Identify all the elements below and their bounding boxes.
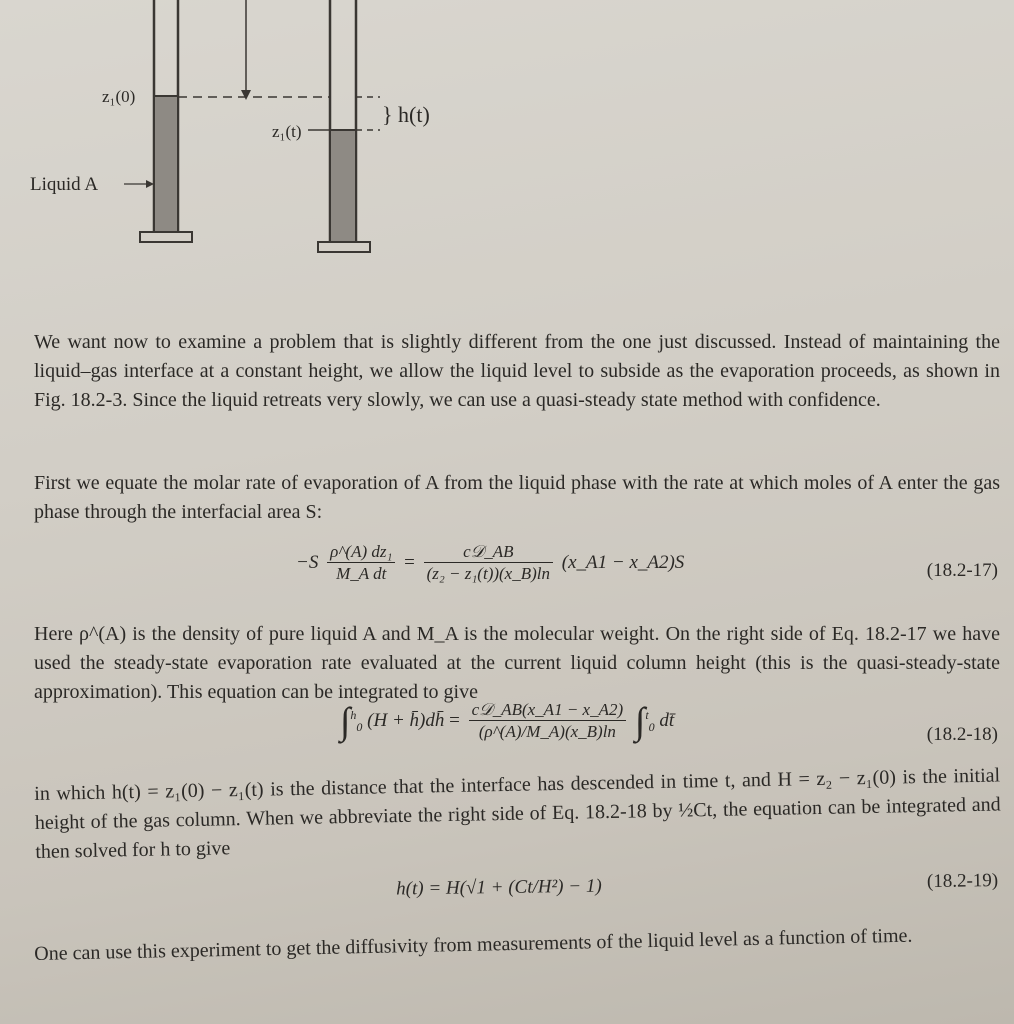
paragraph-interface-descent: in which h(t) = z₁(0) − z₁(t) is the distance that the interface has descended in time t, and H = z₂ − z₁(0) is the initial height of the gas column. When we abbreviate the right side of Eq. 18.2-18 by ½Ct, the equation can be integrated and then solved for h to give	[34, 764, 1001, 863]
equation-18-2-17	[0, 540, 1014, 600]
eq2-integrand: (H + h̄)dh̄	[367, 709, 445, 731]
paragraph-conclusion: One can use this experiment to get the diffusivity from measurements of the liquid level as a function of time.	[34, 924, 913, 965]
paragraph-molar-rate: First we equate the molar rate of evaporation of A from the liquid phase with the rate at which moles of A enter the gas phase through the interfacial area S:	[34, 472, 1000, 523]
eq1-equals: =	[404, 551, 415, 573]
eq1-lhs-sign: −S	[296, 551, 319, 573]
eq2-int2-upper: t	[645, 707, 649, 722]
liquid-column-left	[155, 96, 177, 232]
evaporation-diagram	[0, 0, 1014, 270]
eq2-equals: =	[449, 709, 460, 731]
liquid-column-right	[331, 130, 355, 242]
eq2-int1-upper: h	[350, 707, 357, 722]
eq1-rhs-fraction	[424, 542, 553, 585]
eq2-rhs-fraction	[469, 700, 627, 743]
paragraph-density: Here ρ^(A) is the density of pure liquid A and M_A is the molecular weight. On the right side of Eq. 18.2-17 we have used the steady-state evaporation rate evaluated at the current liquid column height (this is the quasi-steady-state approximation). This equation can be integrated to give	[34, 623, 1000, 703]
eq2-integral-right: ∫	[634, 700, 646, 743]
eq2-integral-left: ∫	[340, 700, 351, 743]
equation-number-18-2-19: (18.2-19)	[926, 870, 999, 893]
left-tube	[140, 0, 192, 242]
paragraph-intro: We want now to examine a problem that is slightly different from the one just discussed. Instead of maintaining the liquid–gas interface at a constant height, we allow the liquid level to subside as the evaporation proceeds, as shown in Fig. 18.2-3. Since the liquid retreats very slowly, we can use a quasi-steady state method with confidence.	[34, 331, 1000, 411]
tube-base-left	[140, 232, 192, 242]
eq1-rhs-tail: (x_A1 − x_A2)S	[561, 551, 685, 573]
tube-base-right	[318, 242, 370, 252]
eq1-lhs-numerator: ρ^(A) dz₁	[327, 542, 395, 563]
eq1-rhs-numerator: c𝒟_AB	[424, 542, 553, 563]
label-liquid-a: Liquid A	[30, 174, 99, 195]
label-z1-t: z₁(t)	[272, 122, 302, 141]
down-arrow-icon	[241, 90, 251, 100]
equation-number-18-2-18: (18.2-18)	[926, 724, 998, 745]
eq2-int2-lower: 0	[648, 719, 655, 734]
eq3-expression: h(t) = H(√1 + (Ct/H²) − 1)	[396, 875, 602, 900]
eq2-int2-body: dt̄	[659, 709, 675, 731]
label-z1-0: z₁(0)	[102, 87, 136, 106]
eq2-int1-lower: 0	[356, 719, 363, 734]
eq2-rhs-numerator: c𝒟_AB(x_A1 − x_A2)	[469, 700, 627, 721]
equation-18-2-18	[0, 700, 1014, 760]
equation-number-18-2-17: (18.2-17)	[926, 560, 998, 581]
label-h-t: } h(t)	[382, 102, 430, 127]
eq1-rhs-denominator: (z₂ − z₁(t))(x_B)ln	[426, 564, 550, 583]
eq1-lhs-denominator: M_A dt	[336, 564, 387, 583]
right-tube	[318, 0, 370, 252]
eq1-lhs-fraction	[327, 542, 395, 585]
eq2-rhs-denominator: (ρ^(A)/M_A)(x_B)ln	[478, 722, 616, 741]
